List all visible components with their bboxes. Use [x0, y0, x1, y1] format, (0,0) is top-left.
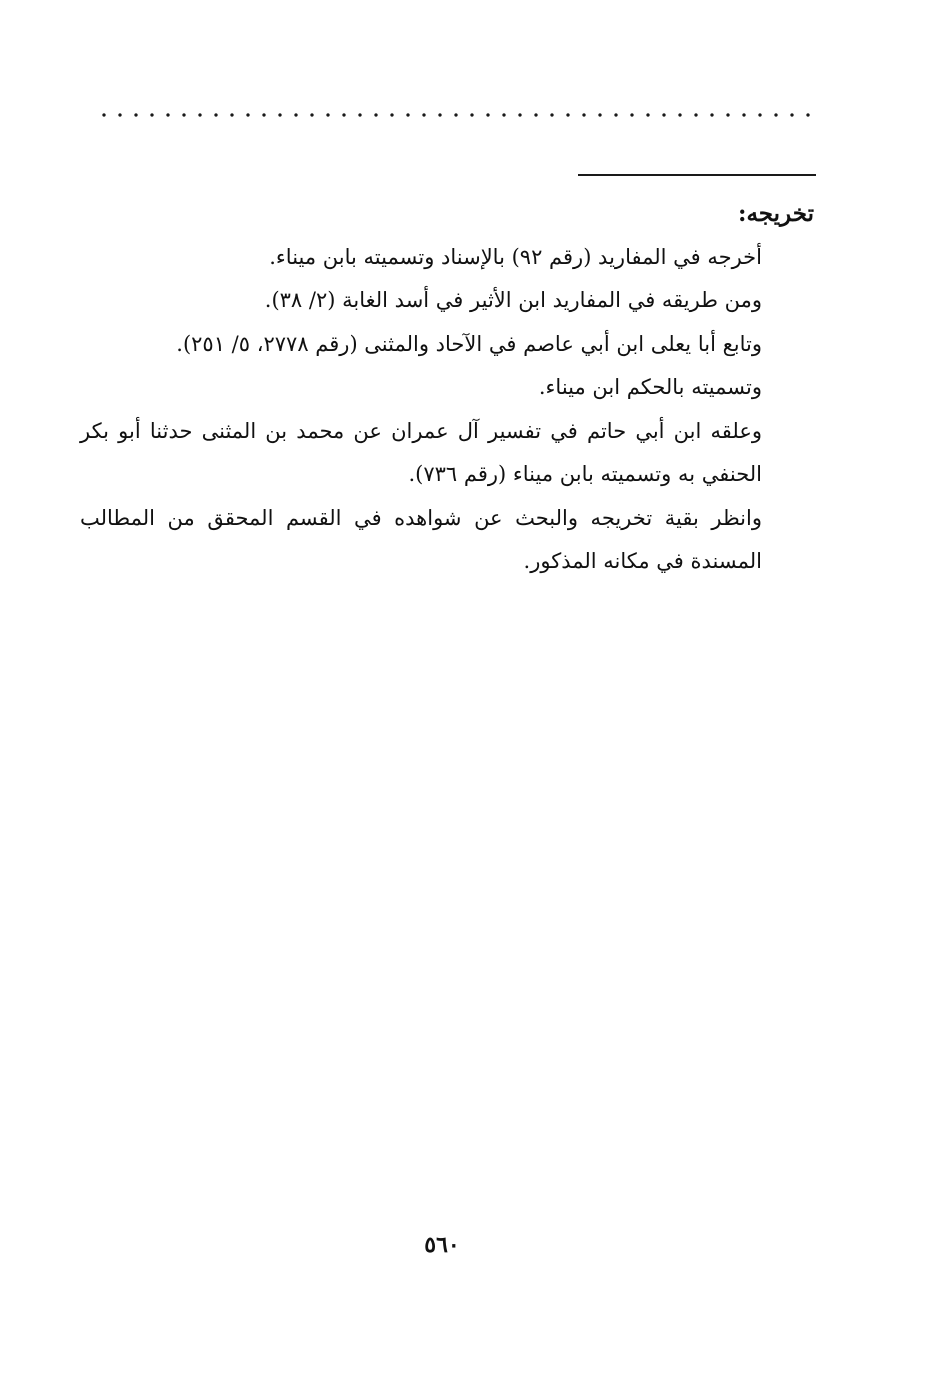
footnote-paragraph-3: وتابع أبا يعلى ابن أبي عاصم في الآحاد والمثنى (رقم ٢٧٧٨، ٥/ ٢٥١).: [176, 331, 762, 356]
page-number: ٥٦٠: [424, 1232, 460, 1258]
footnote-paragraph-5: وعلقه ابن أبي حاتم في تفسير آل عمران عن محمد بن المثنى حدثنا أبو بكر الحنفي به وتسميته بابن ميناء (رقم ٧٣٦).: [80, 418, 762, 486]
dotted-separator: [96, 110, 816, 120]
footnote-block: [80, 192, 814, 584]
footnote-paragraph-6: وانظر بقية تخريجه والبحث عن شواهده في القسم المحقق من المطالب المسندة في مكانه المذكور.: [80, 505, 762, 573]
footnote-paragraph-1: أخرجه في المفاريد (رقم ٩٢) بالإسناد وتسميته بابن ميناء.: [269, 244, 762, 269]
footnote-rule: [578, 174, 816, 176]
footnote-heading: تخريجه:: [737, 200, 814, 227]
footnote-paragraph-2: ومن طريقه في المفاريد ابن الأثير في أسد الغابة (٢/ ٣٨).: [264, 288, 762, 312]
footnote-paragraph-4: وتسميته بالحكم ابن ميناء.: [538, 375, 762, 399]
